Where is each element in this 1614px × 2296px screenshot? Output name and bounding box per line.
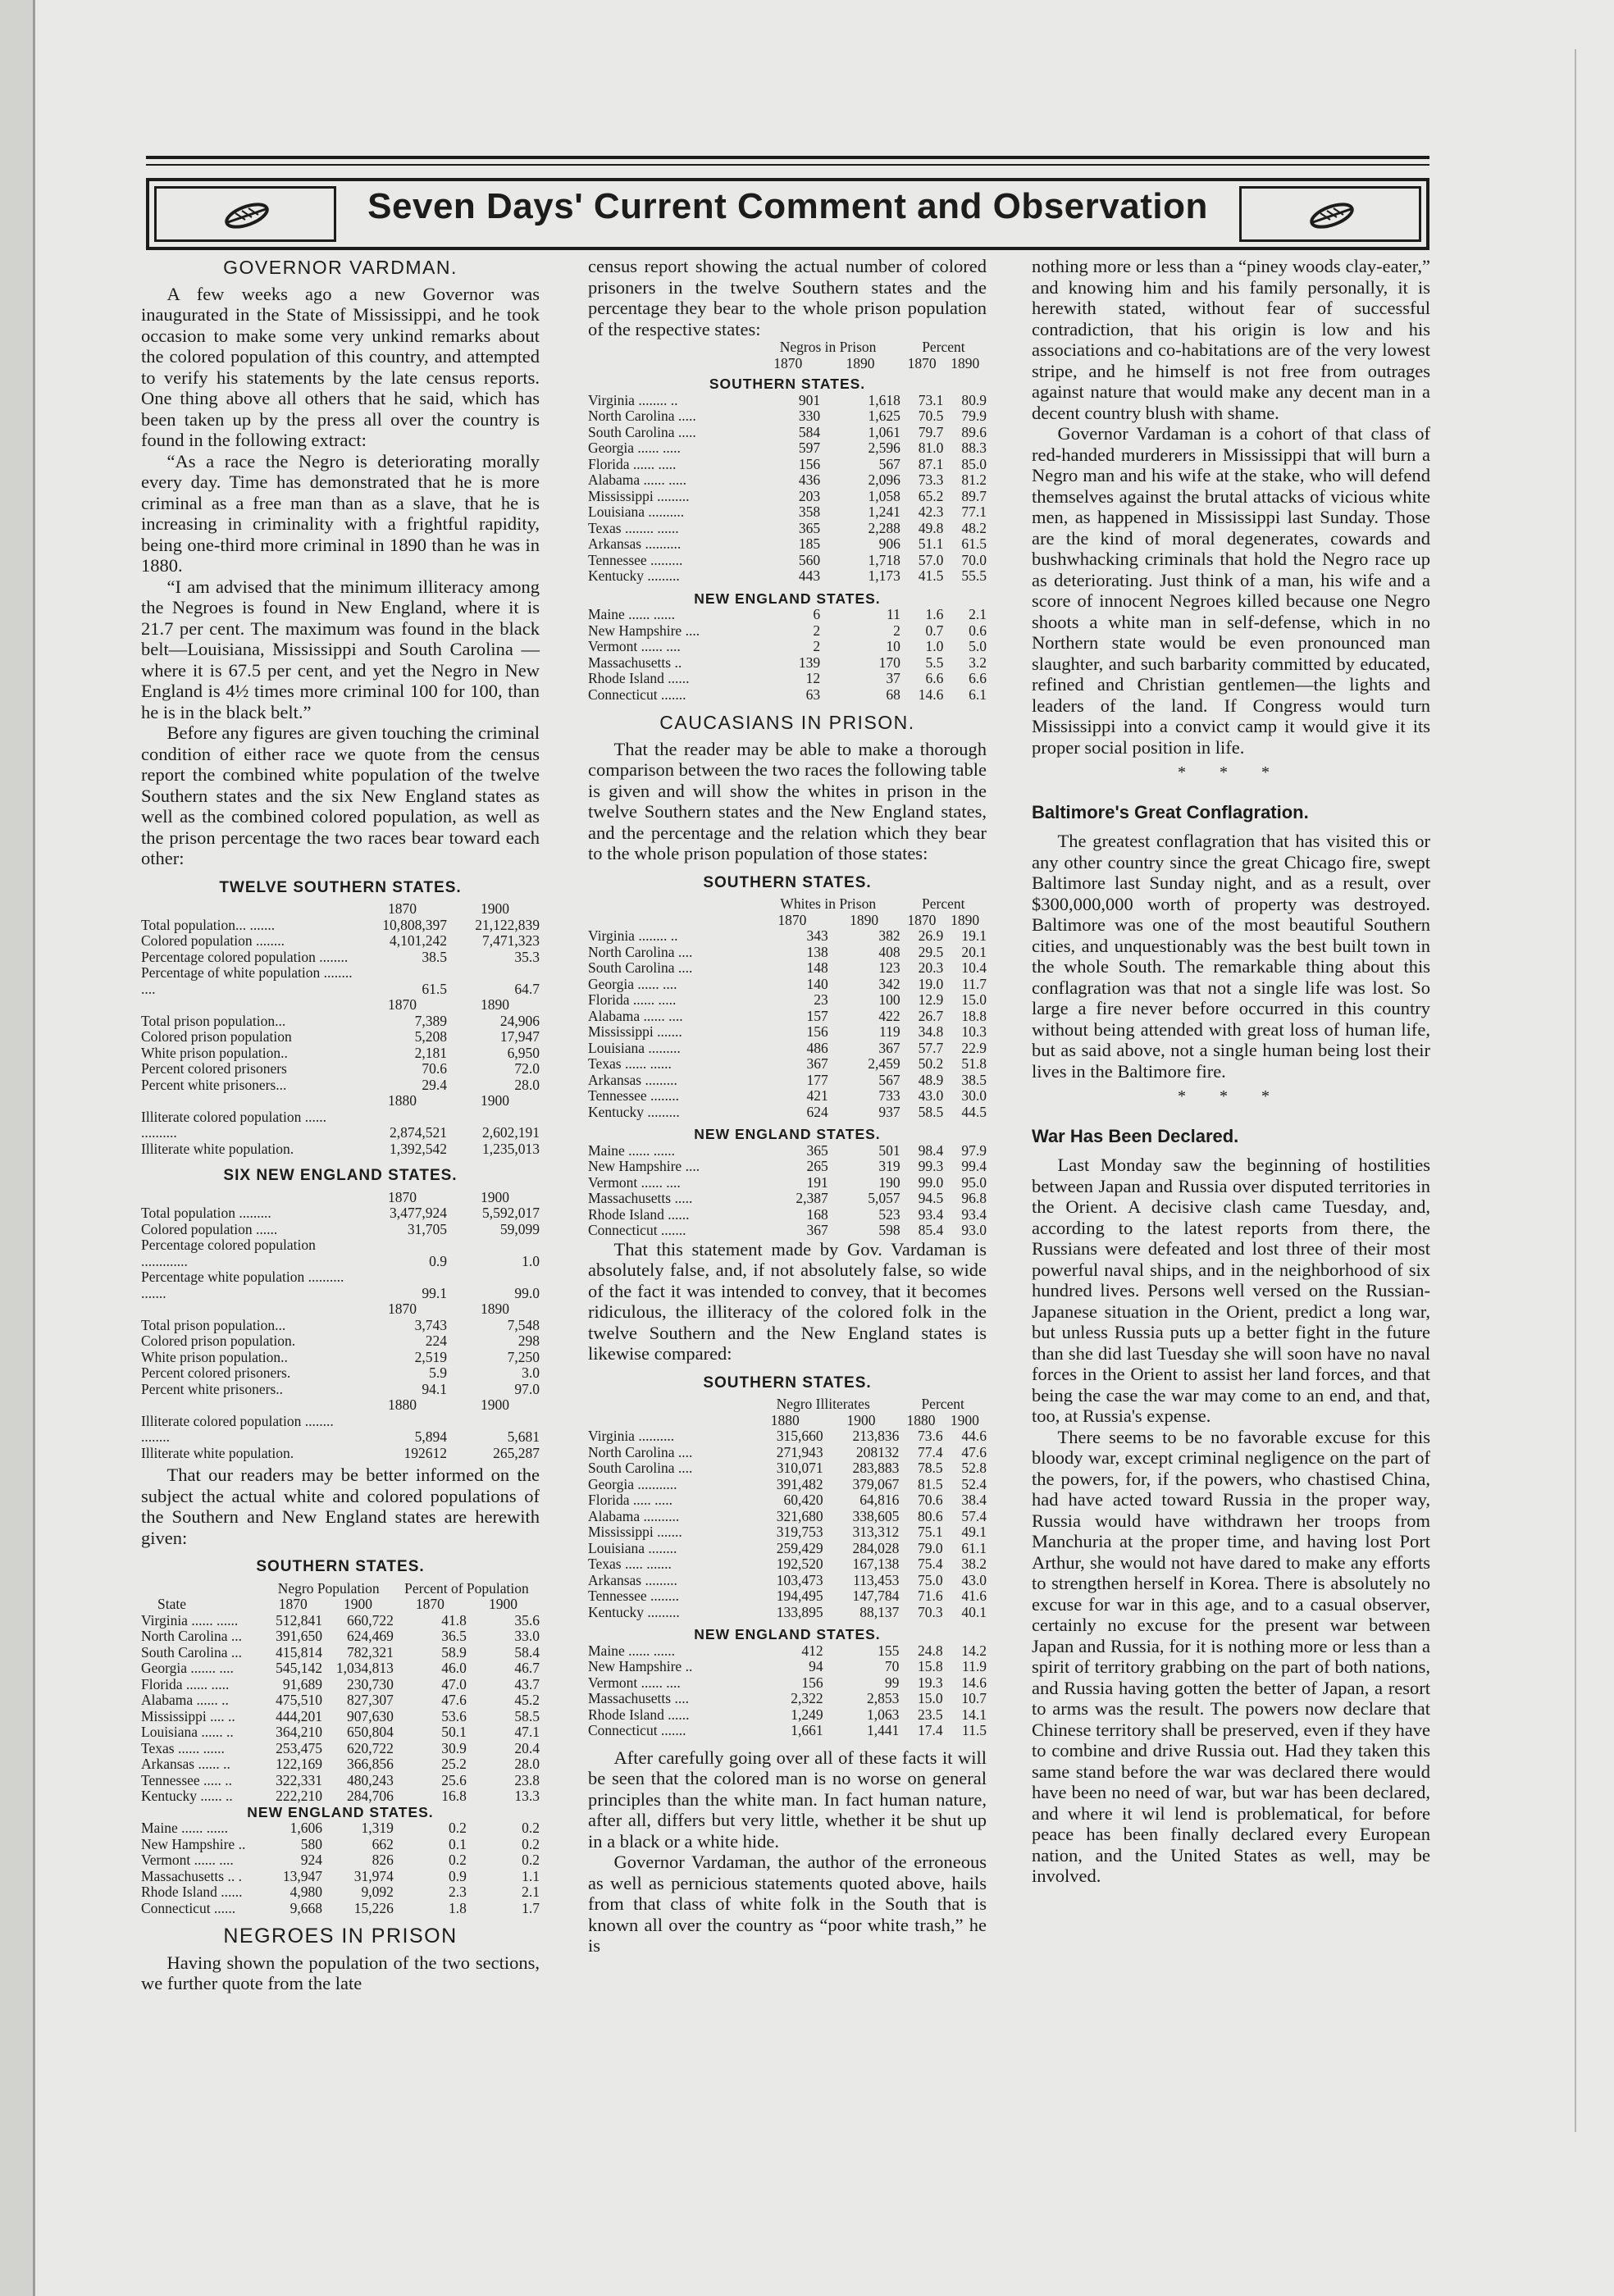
table-row: Louisiana .......... 358 1,241 42.3 77.1 bbox=[588, 503, 987, 520]
table-row: Arkansas .......... 185 906 51.1 61.5 bbox=[588, 535, 987, 552]
section-divider: * * * bbox=[1178, 1087, 1284, 1105]
table-heading: SOUTHERN STATES. bbox=[256, 1558, 425, 1575]
column-3 bbox=[1032, 256, 1430, 1887]
table-row: Rhode Island ...... 12 37 6.6 6.6 bbox=[588, 670, 987, 686]
table-row: Georgia ........... 391,482 379,067 81.5 52.4 bbox=[588, 1475, 987, 1492]
table-row: Mississippi .... .. 444,201 907,630 53.6 58.5 bbox=[141, 1707, 540, 1724]
table-row: Colored prison population. 224 298 bbox=[141, 1332, 540, 1349]
table-row: White prison population.. 2,519 7,250 bbox=[141, 1348, 540, 1365]
year-header: 1870 bbox=[388, 996, 417, 1013]
table-row: Tennessee ......... 560 1,718 57.0 70.0 bbox=[588, 551, 987, 568]
negros-in-prison-table bbox=[588, 339, 987, 703]
paragraph: After carefully going over all of these facts it will be seen that the colored man is no worse on general principles than the white man. In fact human nature, after all, differs but very little, whether it be shut up in a black or a white hide. bbox=[588, 1747, 987, 1852]
table-row: Alabama ...... ..... 436 2,096 73.3 81.2 bbox=[588, 472, 987, 488]
column-header: 1890 bbox=[850, 911, 879, 928]
column-header: 1900 bbox=[950, 1411, 979, 1428]
table-row: Louisiana ...... .. 364,210 650,804 50.1 47.1 bbox=[141, 1724, 540, 1740]
column-header: 1890 bbox=[951, 354, 980, 371]
table-row: Florida ...... ..... 91,689 230,730 47.0 43.7 bbox=[141, 1675, 540, 1692]
table-row: Total population... ....... 10,808,397 21,122,839 bbox=[141, 916, 540, 933]
table-row: South Carolina ..... 584 1,061 79.7 89.6 bbox=[588, 423, 987, 440]
table-row: Connecticut ...... 9,668 15,226 1.8 1.7 bbox=[141, 1899, 540, 1916]
ornament-box-right bbox=[1239, 186, 1421, 242]
table-row: Alabama ...... .. 475,510 827,307 47.6 45.2 bbox=[141, 1692, 540, 1708]
year-header: 1880 bbox=[388, 1396, 417, 1413]
column-2 bbox=[588, 256, 987, 1957]
table-row: Percent colored prisoners 70.6 72.0 bbox=[141, 1060, 540, 1077]
year-header: 1900 bbox=[481, 1092, 509, 1109]
table-row: Tennessee ..... .. 322,331 480,243 25.6 23.8 bbox=[141, 1771, 540, 1788]
table-row: Massachusetts .... 2,322 2,853 15.0 10.7 bbox=[588, 1690, 987, 1706]
section-title: Seven Days' Current Comment and Observation bbox=[367, 186, 1208, 226]
table-row: White prison population.. 2,181 6,950 bbox=[141, 1044, 540, 1061]
column-header: 1870 bbox=[415, 1596, 445, 1612]
group-header: Percent bbox=[922, 895, 965, 912]
paragraph: That our readers may be better informed on the subject the actual white and colored populations of the Southern and New England states are herewith given: bbox=[141, 1465, 540, 1548]
table-row: Connecticut ....... 367 598 85.4 93.0 bbox=[588, 1222, 987, 1238]
table-row: Maine ...... ...... 1,606 1,319 0.2 0.2 bbox=[141, 1820, 540, 1836]
paragraph: A few weeks ago a new Governor was inaugurated in the State of Mississippi, and he took occasion to make some very unkind remarks about the colored population of this country, and attempted to verify his statements by the late census reports. One thing above all others that he said, which has been taken up by the press all over the country is found in the following extract: bbox=[141, 283, 540, 450]
table-row: South Carolina ... 415,814 782,321 58.9 58.4 bbox=[141, 1643, 540, 1660]
table-row: Maine ...... ...... 365 501 98.4 97.9 bbox=[588, 1141, 987, 1159]
table-row: New Hampshire .... 265 319 99.3 99.4 bbox=[588, 1158, 987, 1174]
whites-in-prison-table bbox=[588, 896, 987, 1239]
table-heading: TWELVE SOUTHERN STATES. bbox=[219, 878, 462, 896]
table-row: Total population ......... 3,477,924 5,592,017 bbox=[141, 1205, 540, 1221]
table-heading: NEW ENGLAND STATES. bbox=[694, 1626, 881, 1642]
heading-war: War Has Been Declared. bbox=[1032, 1125, 1239, 1146]
table-row: Arkansas ...... .. 122,169 366,856 25.2 28.0 bbox=[141, 1756, 540, 1772]
table-row: North Carolina .... 138 408 29.5 20.1 bbox=[588, 943, 987, 960]
year-header: 1900 bbox=[481, 1396, 509, 1413]
column-header: 1870 bbox=[907, 911, 937, 928]
table-row: Rhode Island ...... 4,980 9,092 2.3 2.1 bbox=[141, 1884, 540, 1900]
table-row: South Carolina .... 148 123 20.3 10.4 bbox=[588, 959, 987, 976]
table-row: Georgia ...... .... 140 342 19.0 11.7 bbox=[588, 975, 987, 992]
table-row: Georgia ....... .... 545,142 1,034,813 46.0 46.7 bbox=[141, 1660, 540, 1676]
column-header: 1870 bbox=[907, 354, 937, 371]
table-row: Vermont ...... .... 924 826 0.2 0.2 bbox=[141, 1852, 540, 1868]
table-row: Kentucky ......... 133,895 88,137 70.3 40.1 bbox=[588, 1603, 987, 1620]
table-heading: SOUTHERN STATES. bbox=[703, 873, 872, 891]
table-row: Colored population ...... 31,705 59,099 bbox=[141, 1220, 540, 1237]
header-banner bbox=[146, 178, 1429, 250]
table-row: Percentage of white population ........ .... 61.5 64.7 bbox=[141, 964, 540, 997]
table-row: Florida ...... ..... 23 100 12.9 15.0 bbox=[588, 991, 987, 1008]
paragraph: That this statement made by Gov. Vardaman is absolutely false, and, if not absolutely false, so wide of the fact it was intended to convey, that it becomes ridiculous, the illiteracy of the colored folk in the twelve Southern and the New England states is likewise compared: bbox=[588, 1238, 987, 1364]
table-row: Massachusetts .. . 13,947 31,974 0.9 1.1 bbox=[141, 1867, 540, 1884]
paragraph: census report showing the actual number of colored prisoners in the twelve Southern states and the percentage they bear to the whole prison population of the respective states: bbox=[588, 256, 987, 339]
group-header: Whites in Prison bbox=[780, 895, 877, 912]
column-header: 1890 bbox=[846, 354, 875, 371]
year-header: 1880 bbox=[388, 1092, 417, 1109]
table-row: Kentucky ...... .. 222,210 284,706 16.8 13.3 bbox=[141, 1788, 540, 1804]
paragraph: Having shown the population of the two sections, we further quote from the late bbox=[141, 1952, 540, 1993]
column-header: 1880 bbox=[770, 1411, 800, 1428]
heading-negroes-in-prison: NEGROES IN PRISON bbox=[223, 1925, 458, 1947]
table-heading: SOUTHERN STATES. bbox=[709, 376, 866, 392]
table-row: North Carolina .... 271,943 208132 77.4 47.6 bbox=[588, 1443, 987, 1460]
table-row: Connecticut ....... 1,661 1,441 17.4 11.5 bbox=[588, 1722, 987, 1738]
table-row: Louisiana ......... 486 367 57.7 22.9 bbox=[588, 1039, 987, 1056]
paragraph: Last Monday saw the beginning of hostilities between Japan and Russia over disputed territories in the Orient. A decisive clash came Tuesday, and, according to the latest reports from there, the Russians were defeated and lost three of their most powerful naval ships, and in the neighborhood of six hundred lives. Persons well versed on the Russian-Japanese situation in the Orient, predict a long war, but unless Russia puts up a better fight in the future than she did last Tuesday she will soon have no naval forces in the Orient to assist her land forces, and that being the case the war may come to an end, and that, too, at Russia's expense. bbox=[1032, 1155, 1430, 1426]
table-row: Colored population ........ 4,101,242 7,471,323 bbox=[141, 932, 540, 949]
column-header: State bbox=[157, 1596, 186, 1612]
page-edge bbox=[1575, 49, 1593, 2132]
table-heading: SOUTHERN STATES. bbox=[703, 1374, 872, 1392]
table-row: Connecticut ....... 63 68 14.6 6.1 bbox=[588, 686, 987, 703]
table-row: Percentage white population .......... ....... 99.1 99.0 bbox=[141, 1269, 540, 1301]
paragraph-quote: “I am advised that the minimum illiteracy among the Negroes is found in New England, where it is 21.7 per cent. The maximum was found in the black belt—Louisiana, Mississippi and South Carolina —where it is 67.5 per cent, and yet the Negro in New England is 4½ times more criminal 100 for 100, than he is in the black belt.” bbox=[141, 576, 540, 722]
paragraph: Governor Vardaman is a cohort of that class of red-handed murderers in Mississippi that will burn a Negro man and his wife at the stake, who will defend themselves against the brutal attacks of vicious white men, as happened in Mississippi last Sunday. Those are the kind of moral degenerates, cowards and bushwhacking criminals that hold the Negro race up as deteriorating. Just think of a man, his wife and a score of innocent Negroes killed because one Negro shoots a white man in self-defense, which in no Northern state would be even pronounced man slaughter, and such barbarity committed by educated, refined and Christian gentlemen—the lights and leaders of the land. If Congress would turn Mississippi into a convict camp it would give it its proper social position in life. bbox=[1032, 423, 1430, 758]
year-header: 1900 bbox=[481, 900, 509, 917]
table-row: Texas ........ ...... 365 2,288 49.8 48.2 bbox=[588, 519, 987, 536]
table-row: Vermont ...... .... 191 190 99.0 95.0 bbox=[588, 1173, 987, 1191]
header-rule-top bbox=[146, 156, 1429, 159]
group-header: Percent bbox=[922, 339, 965, 355]
table-row: Mississippi ......... 203 1,058 65.2 89.7 bbox=[588, 487, 987, 504]
table-row: Florida ...... ..... 156 567 87.1 85.0 bbox=[588, 455, 987, 472]
table-row: Louisiana ........ 259,429 284,028 79.0 61.1 bbox=[588, 1539, 987, 1556]
table-row: Illiterate colored population ...... .......... 2,874,521 2,602,191 bbox=[141, 1108, 540, 1141]
table-row: Maine ...... ...... 412 155 24.8 14.2 bbox=[588, 1642, 987, 1659]
table-row: Kentucky ......... 624 937 58.5 44.5 bbox=[588, 1103, 987, 1120]
negro-illiterates-table bbox=[588, 1396, 987, 1739]
table-row: Texas ...... ...... 253,475 620,722 30.9 20.4 bbox=[141, 1739, 540, 1756]
column-header: 1870 bbox=[777, 911, 807, 928]
table-heading: NEW ENGLAND STATES. bbox=[247, 1803, 434, 1820]
group-header: Negro Population bbox=[277, 1579, 380, 1597]
paragraph: The greatest conflagration that has visited this or any other country since the great Chicago fire, swept Baltimore last Sunday night, and as a result, over $300,000,000 worth of property was destroyed. Baltimore was one of the most beautiful Southern cities, and unquestionably was the best built town in the whole South. The remarkable thing about this conflagration was that not a single life was lost. So large a fire never before occurred in this country without being attended with great loss of human life, but as said above, not a single human being lost their lives in the Baltimore fire. bbox=[1032, 831, 1430, 1082]
table-row: Kentucky ......... 443 1,173 41.5 55.5 bbox=[588, 567, 987, 584]
table-row: Tennessee ........ 421 733 43.0 30.0 bbox=[588, 1087, 987, 1104]
group-header: Negros in Prison bbox=[779, 339, 877, 355]
heading-baltimore: Baltimore's Great Conflagration. bbox=[1032, 801, 1309, 822]
leaf-ornament-icon bbox=[1242, 189, 1419, 243]
table-row: Illiterate white population. 1,392,542 1,235,013 bbox=[141, 1140, 540, 1157]
table-row: Percentage colored population ........ 38.5 35.3 bbox=[141, 948, 540, 965]
year-header: 1900 bbox=[481, 1188, 509, 1205]
year-header: 1870 bbox=[388, 1301, 417, 1317]
negro-population-table bbox=[141, 1581, 540, 1917]
table-row: Mississippi ....... 319,753 313,312 75.1 49.1 bbox=[588, 1524, 987, 1540]
ornament-box-left bbox=[154, 186, 336, 242]
paragraph-quote: “As a race the Negro is deteriorating morally every day. Time has demonstrated that he is more criminal as a free man than as a slave, that he is increasing in criminality with a frightful rapidity, being one-third more criminal in 1890 than he was in 1880. bbox=[141, 450, 540, 576]
table-row: Massachusetts ..... 2,387 5,057 94.5 96.8 bbox=[588, 1190, 987, 1206]
table-row: Virginia .......... 315,660 213,836 73.6 44.6 bbox=[588, 1428, 987, 1444]
table-row: South Carolina .... 310,071 283,883 78.5 52.8 bbox=[588, 1460, 987, 1476]
year-header: 1890 bbox=[481, 1301, 509, 1317]
table-row: Vermont ...... .... 2 10 1.0 5.0 bbox=[588, 638, 987, 654]
column-header: 1870 bbox=[773, 354, 803, 371]
column-header: 1900 bbox=[343, 1596, 372, 1612]
heading-caucasians-in-prison: CAUCASIANS IN PRISON. bbox=[659, 712, 915, 733]
group-header: Percent bbox=[921, 1396, 964, 1412]
column-header: 1900 bbox=[846, 1411, 876, 1428]
group-header: Percent of Population bbox=[404, 1579, 529, 1597]
header-rule-second bbox=[146, 164, 1429, 166]
column-header: 1870 bbox=[278, 1596, 308, 1612]
table-row: Virginia ........ .. 901 1,618 73.1 80.9 bbox=[588, 391, 987, 408]
group-header: Negro Illiterates bbox=[776, 1396, 870, 1412]
table-row: Virginia ........ .. 343 382 26.9 19.1 bbox=[588, 927, 987, 944]
year-header: 1890 bbox=[481, 996, 509, 1013]
table-row: Texas ...... ...... 367 2,459 50.2 51.8 bbox=[588, 1055, 987, 1072]
heading-governor-vardman: GOVERNOR VARDMAN. bbox=[223, 257, 458, 278]
table-row: Alabama .......... 321,680 338,605 80.6 57.4 bbox=[588, 1507, 987, 1524]
column-1 bbox=[141, 256, 540, 1994]
table-row: New Hampshire .... 2 2 0.7 0.6 bbox=[588, 622, 987, 639]
table-row: North Carolina ..... 330 1,625 70.5 79.9 bbox=[588, 408, 987, 424]
table-row: Rhode Island ...... 168 523 93.4 93.4 bbox=[588, 1205, 987, 1223]
section-divider: * * * bbox=[1178, 763, 1284, 781]
leaf-ornament-icon bbox=[157, 189, 334, 243]
paragraph: That the reader may be able to make a thorough comparison between the two races the following table is given and will show the whites in prison in the twelve Southern states and the New England states, and the percentage and the relation which they bear to the whole prison population of those states: bbox=[588, 738, 987, 863]
table-heading: SIX NEW ENGLAND STATES. bbox=[223, 1167, 458, 1184]
paragraph: Before any figures are given touching the criminal condition of either race we quote from the census report the combined white population of the twelve Southern states and the six New England states as well as the combined colored population, as well as the prison percentage the two races bear toward each other: bbox=[141, 722, 540, 868]
column-header: 1900 bbox=[488, 1596, 517, 1612]
table-row: Percentage colored population ............. 0.9 1.0 bbox=[141, 1237, 540, 1269]
table-row: Percent white prisoners.. 94.1 97.0 bbox=[141, 1380, 540, 1397]
paragraph: Governor Vardaman, the author of the erroneous as well as pernicious statements quoted above, hails from that class of white folk in the South that is known all over the country as “poor white trash,” he is bbox=[588, 1852, 987, 1956]
table-row: Virginia ...... ...... 512,841 660,722 41.8 35.6 bbox=[141, 1611, 540, 1629]
year-header: 1870 bbox=[388, 1188, 417, 1205]
table-row: Vermont ...... .... 156 99 19.3 14.6 bbox=[588, 1674, 987, 1691]
table-row: North Carolina ... 391,650 624,469 36.5 33.0 bbox=[141, 1628, 540, 1644]
table-row: Mississippi ....... 156 119 34.8 10.3 bbox=[588, 1023, 987, 1040]
table-heading: NEW ENGLAND STATES. bbox=[694, 590, 881, 607]
table-row: Percent white prisoners... 29.4 28.0 bbox=[141, 1076, 540, 1093]
table-row: Texas ..... ....... 192,520 167,138 75.4 38.2 bbox=[588, 1556, 987, 1572]
table-heading: NEW ENGLAND STATES. bbox=[694, 1126, 881, 1142]
table-row: Tennessee ........ 194,495 147,784 71.6 41.6 bbox=[588, 1588, 987, 1604]
table-row: Massachusetts .. 139 170 5.5 3.2 bbox=[588, 654, 987, 671]
table-row: Illiterate white population. 192612 265,287 bbox=[141, 1444, 540, 1461]
twelve-southern-states-table bbox=[141, 901, 540, 1157]
table-row: Percent colored prisoners. 5.9 3.0 bbox=[141, 1364, 540, 1381]
page-spine bbox=[0, 0, 35, 2296]
table-row: Florida ..... ..... 60,420 64,816 70.6 38.4 bbox=[588, 1492, 987, 1508]
table-row: Illiterate colored population ........ ........ 5,894 5,681 bbox=[141, 1412, 540, 1445]
table-row: Georgia ...... ..... 597 2,596 81.0 88.3 bbox=[588, 440, 987, 456]
paragraph: There seems to be no favorable excuse for this bloody war, except criminal negligence on the part of the powers, for, if the powers, who chastised China, had have acted toward Russia in the proper way, Russia would have withdrawn her troops from Manchuria at the proper time, and having lost Port Arthur, she would not have dared to make any efforts to strengthen herself in Korea. There is absolutely no excuse for war in this age, and to a casual observer, certainly no excuse for the present war between Japan and Russia, for it is nothing more or less than a spirit of territory grabbing on the part of both nations, and Russia having gotten the better of Japan, a resort to arms was the result. The powers now declare that Chinese territory shall be preserved, even if they have to combine and drive Russia out. Had they taken this same stand before the war was declared there would have been no need of war, but war has been declared, and where it wil lend is problematical, for before peace has been finally declared every European nation, and the United States as well, may be involved. bbox=[1032, 1426, 1430, 1886]
table-row: New Hampshire .. 580 662 0.1 0.2 bbox=[141, 1835, 540, 1852]
paragraph: nothing more or less than a “piney woods clay-eater,” and knowing him and his family personally, it is herewith stated, without fear of successful contradiction, that his origin is low and his associations and co-habitations are of the very lowest stripe, and he himself is not free from outrages against nature that would make any decent man in a decent country blush with shame. bbox=[1032, 256, 1430, 423]
year-header: 1870 bbox=[388, 900, 417, 917]
table-row: Arkansas ......... 103,473 113,453 75.0 43.0 bbox=[588, 1571, 987, 1588]
table-row: Alabama ...... .... 157 422 26.7 18.8 bbox=[588, 1007, 987, 1024]
table-row: Total prison population... 7,389 24,906 bbox=[141, 1012, 540, 1029]
table-row: Arkansas ......... 177 567 48.9 38.5 bbox=[588, 1071, 987, 1088]
table-row: Total prison population... 3,743 7,548 bbox=[141, 1316, 540, 1333]
column-header: 1890 bbox=[951, 911, 980, 928]
table-row: Maine ...... ...... 6 11 1.6 2.1 bbox=[588, 606, 987, 622]
six-new-england-states-table bbox=[141, 1190, 540, 1462]
table-row: New Hampshire .. 94 70 15.8 11.9 bbox=[588, 1658, 987, 1674]
table-row: Rhode Island ...... 1,249 1,063 23.5 14.1 bbox=[588, 1706, 987, 1723]
table-row: Colored prison population 5,208 17,947 bbox=[141, 1028, 540, 1045]
column-header: 1880 bbox=[906, 1411, 936, 1428]
